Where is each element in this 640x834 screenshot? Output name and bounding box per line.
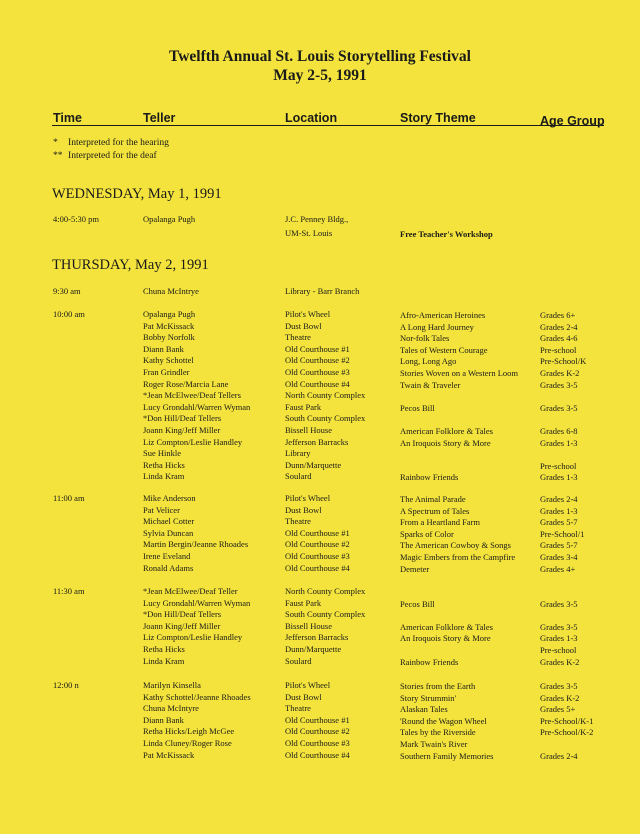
cell-location: Old Courthouse #2 — [285, 539, 350, 550]
cell-teller: Martin Bergin/Jeanne Rhoades — [143, 539, 249, 550]
cell-teller: Mike Anderson — [143, 493, 196, 503]
cell-location: Old Courthouse #3 — [285, 738, 350, 748]
cell-teller: Fran Grindler — [143, 367, 190, 377]
cell-theme: Magic Embers from the Campfire — [400, 552, 516, 562]
cell-teller: Roger Rose/Marcia Lane — [143, 378, 229, 389]
cell-teller: Pat McKissack — [143, 320, 195, 331]
cell-time: 4:00-5:30 pm — [53, 214, 100, 224]
cell-theme: Mark Twain's River — [400, 739, 468, 749]
cell-age: Grades 1-3 — [540, 505, 578, 516]
cell-theme: An Iroquois Story & More — [400, 437, 491, 448]
cell-theme: Alaskan Tales — [400, 704, 448, 715]
cell-time: 9:30 am — [53, 286, 81, 296]
header-teller: Teller — [143, 111, 176, 125]
cell-theme: Free Teacher's Workshop — [400, 229, 493, 239]
day-heading-thursday: THURSDAY, May 2, 1991 — [52, 257, 209, 273]
header-age-group: Age Group — [540, 114, 605, 128]
cell-time: 11:30 am — [53, 586, 85, 596]
cell-age: Grades K-2 — [540, 368, 580, 378]
cell-theme: Southern Family Memories — [400, 750, 494, 761]
cell-location: Theatre — [285, 332, 311, 343]
cell-teller: Linda Cluney/Roger Rose — [143, 738, 232, 748]
cell-location: North County Complex — [285, 390, 366, 401]
cell-theme: Long, Long Ago — [400, 356, 457, 367]
cell-theme: Tales by the Riverside — [400, 727, 476, 738]
page-title: Twelfth Annual St. Louis Storytelling Festival — [169, 48, 471, 65]
cell-age: Grades 3-5 — [540, 621, 578, 632]
cell-location: Soulard — [285, 471, 312, 482]
cell-teller: Opalanga Pugh — [143, 214, 196, 224]
cell-theme: From a Heartland Farm — [400, 517, 481, 528]
cell-theme: Afro-American Heroines — [400, 310, 486, 320]
cell-teller: Michael Cotter — [143, 516, 195, 527]
cell-location: Old Courthouse #4 — [285, 749, 350, 760]
cell-location: Old Courthouse #3 — [285, 551, 350, 561]
cell-teller: Chuna McIntyre — [143, 703, 199, 714]
cell-location: Dust Bowl — [285, 320, 322, 331]
cell-teller: Lucy Grondahl/Warren Wyman — [143, 401, 251, 412]
cell-location: Dust Bowl — [285, 504, 322, 515]
cell-location: Old Courthouse #1 — [285, 343, 350, 354]
cell-theme: Twain & Traveler — [400, 379, 461, 390]
cell-theme: Stories Woven on a Western Loom — [400, 368, 519, 378]
note-symbol: ** — [53, 150, 63, 161]
cell-location: Old Courthouse #1 — [285, 527, 350, 538]
cell-age: Pre-school — [540, 645, 577, 655]
cell-age: Grades 2-4 — [540, 494, 578, 504]
cell-location: Pilot's Wheel — [285, 680, 331, 690]
cell-theme: Tales of Western Courage — [400, 344, 488, 355]
cell-age: Grades K-2 — [540, 656, 580, 667]
cell-location: North County Complex — [285, 586, 366, 596]
cell-age: Pre-School/1 — [540, 528, 585, 539]
cell-age: Grades 2-4 — [540, 321, 578, 332]
cell-teller: Pat McKissack — [143, 749, 195, 760]
header-story-theme: Story Theme — [400, 111, 476, 125]
cell-location: Jefferson Barracks — [285, 436, 349, 447]
header-time: Time — [53, 111, 82, 125]
cell-teller: Lucy Grondahl/Warren Wyman — [143, 597, 251, 608]
cell-theme: Rainbow Friends — [400, 656, 459, 667]
cell-location: South County Complex — [285, 609, 366, 620]
cell-age: Pre-School/K — [540, 356, 587, 367]
cell-teller: Linda Kram — [143, 471, 185, 482]
cell-location: Faust Park — [285, 597, 322, 608]
cell-teller: Irene Eveland — [143, 551, 191, 561]
cell-teller: Ronald Adams — [143, 562, 194, 573]
cell-age: Grades 2-4 — [540, 750, 578, 761]
cell-location: Theatre — [285, 516, 311, 527]
cell-location: South County Complex — [285, 413, 366, 424]
day-heading-wednesday: WEDNESDAY, May 1, 1991 — [52, 186, 222, 202]
cell-location: Dunn/Marquette — [285, 459, 342, 470]
cell-age: Grades 5+ — [540, 704, 576, 715]
note-text: Interpreted for the deaf — [68, 150, 157, 161]
cell-age: Grades 5-7 — [540, 540, 578, 551]
cell-age: Grades 1-3 — [540, 472, 578, 483]
cell-time: 11:00 am — [53, 493, 85, 503]
cell-age: Grades 5-7 — [540, 517, 578, 528]
cell-theme: The Animal Parade — [400, 494, 466, 504]
cell-location: Old Courthouse #1 — [285, 714, 350, 725]
cell-teller: *Don Hill/Deaf Tellers — [143, 609, 222, 620]
cell-teller: Sylvia Duncan — [143, 527, 194, 538]
cell-teller: Retha Hicks — [143, 459, 185, 470]
page-subtitle: May 2-5, 1991 — [273, 67, 367, 84]
cell-theme: Stories from the Earth — [400, 681, 476, 691]
cell-theme: Rainbow Friends — [400, 472, 459, 483]
cell-location: Old Courthouse #4 — [285, 378, 350, 389]
cell-theme: Pecos Bill — [400, 598, 435, 609]
cell-teller: Linda Kram — [143, 655, 185, 666]
cell-teller: Diann Bank — [143, 714, 184, 725]
cell-teller: Retha Hicks — [143, 644, 185, 654]
cell-teller: Chuna McIntrye — [143, 286, 199, 296]
cell-theme: A Spectrum of Tales — [400, 505, 470, 516]
note-text: Interpreted for the hearing — [68, 137, 169, 148]
cell-teller: Sue Hinkle — [143, 448, 182, 459]
cell-teller: Liz Compton/Leslie Handley — [143, 436, 243, 447]
cell-location: Jefferson Barracks — [285, 632, 349, 643]
cell-location: Theatre — [285, 703, 311, 714]
cell-time: 12:00 n — [53, 680, 79, 690]
cell-teller: Joann King/Jeff Miller — [143, 425, 221, 435]
cell-location: UM-St. Louis — [285, 228, 333, 238]
cell-location: Bissell House — [285, 620, 332, 631]
cell-teller: *Don Hill/Deaf Tellers — [143, 413, 222, 424]
cell-teller: Pat Velicer — [143, 504, 180, 515]
cell-theme: Pecos Bill — [400, 402, 435, 413]
cell-location: J.C. Penney Bldg., — [285, 214, 349, 224]
cell-age: Grades 3-5 — [540, 681, 578, 691]
header-location: Location — [285, 111, 338, 125]
cell-teller: *Jean McElwee/Deaf Teller — [143, 586, 238, 596]
cell-age: Pre-School/K-1 — [540, 715, 594, 726]
cell-location: Old Courthouse #2 — [285, 726, 350, 737]
cell-theme: American Folklore & Tales — [400, 426, 493, 436]
cell-teller: Diann Bank — [143, 343, 184, 354]
cell-location: Pilot's Wheel — [285, 493, 331, 503]
cell-teller: Marilyn Kinsella — [143, 680, 201, 690]
cell-age: Grades 6-8 — [540, 426, 578, 436]
cell-age: Grades K-2 — [540, 692, 580, 703]
cell-age: Grades 6+ — [540, 310, 576, 320]
cell-age: Grades 1-3 — [540, 437, 578, 448]
cell-location: Library - Barr Branch — [285, 286, 360, 296]
note-symbol: * — [53, 137, 58, 148]
cell-location: Old Courthouse #2 — [285, 355, 350, 366]
cell-age: Pre-school — [540, 344, 577, 355]
cell-age: Pre-school — [540, 460, 577, 471]
cell-teller: Liz Compton/Leslie Handley — [143, 632, 243, 643]
cell-age: Grades 3-5 — [540, 598, 578, 609]
cell-teller: Kathy Schottel/Jeanne Rhoades — [143, 691, 251, 702]
cell-location: Bissell House — [285, 425, 332, 435]
cell-location: Dunn/Marquette — [285, 644, 342, 654]
cell-teller: Bobby Norfolk — [143, 332, 195, 343]
cell-location: Pilot's Wheel — [285, 309, 331, 319]
cell-age: Pre-School/K-2 — [540, 727, 594, 738]
cell-theme: 'Round the Wagon Wheel — [400, 715, 487, 726]
cell-age: Grades 3-5 — [540, 402, 578, 413]
cell-location: Faust Park — [285, 401, 322, 412]
cell-teller: *Jean McElwee/Deaf Tellers — [143, 390, 241, 401]
cell-theme: Sparks of Color — [400, 528, 454, 539]
cell-age: Grades 3-4 — [540, 552, 578, 562]
cell-age: Grades 1-3 — [540, 633, 578, 644]
cell-age: Grades 4+ — [540, 563, 576, 574]
cell-time: 10:00 am — [53, 309, 85, 319]
cell-location: Soulard — [285, 655, 312, 666]
cell-location: Dust Bowl — [285, 691, 322, 702]
cell-age: Grades 4-6 — [540, 333, 578, 344]
cell-theme: Demeter — [400, 563, 430, 574]
cell-theme: The American Cowboy & Songs — [400, 540, 511, 551]
cell-theme: American Folklore & Tales — [400, 621, 493, 632]
cell-teller: Retha Hicks/Leigh McGee — [143, 726, 235, 737]
cell-location: Old Courthouse #4 — [285, 562, 350, 573]
cell-theme: A Long Hard Journey — [400, 321, 474, 332]
cell-teller: Joann King/Jeff Miller — [143, 620, 221, 631]
cell-teller: Kathy Schottel — [143, 355, 194, 366]
cell-location: Library — [285, 448, 311, 459]
cell-teller: Opalanga Pugh — [143, 309, 196, 319]
cell-theme: An Iroquois Story & More — [400, 633, 491, 644]
cell-theme: Story Strummin' — [400, 692, 457, 703]
cell-theme: Nor-folk Tales — [400, 333, 450, 344]
cell-age: Grades 3-5 — [540, 379, 578, 390]
cell-location: Old Courthouse #3 — [285, 367, 350, 377]
